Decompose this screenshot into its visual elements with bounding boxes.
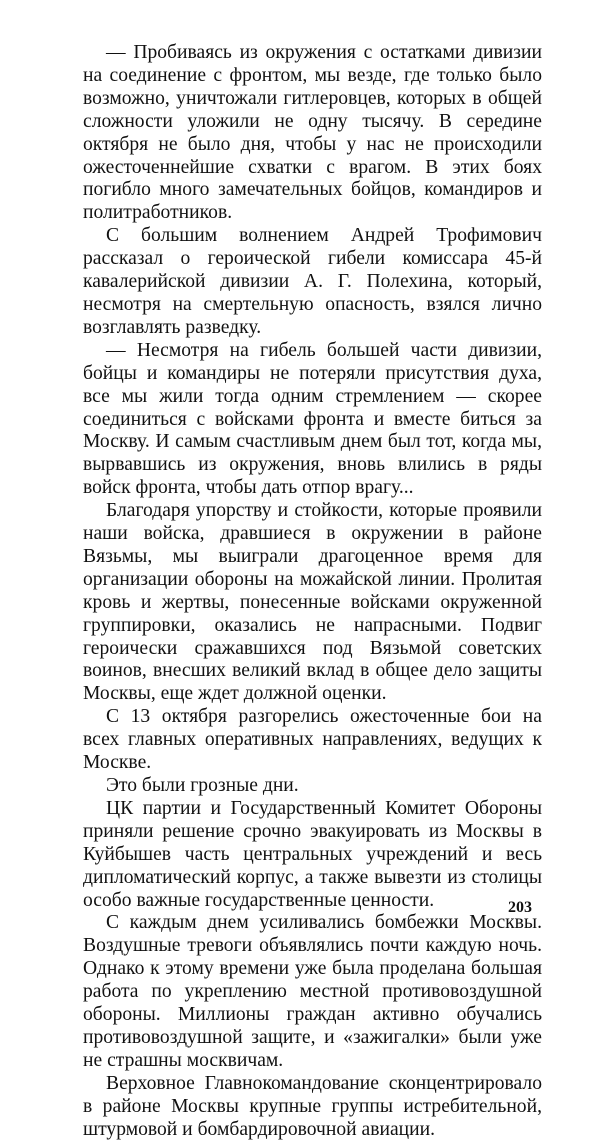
page-number: 203 bbox=[508, 899, 532, 916]
paragraph: С большим волнением Андрей Трофимович рассказал о героической гибели комиссара 45-й кавалерийской дивизии А. Г. Полехина, который, несмотря на смертельную опасность, взялся лично возглавлять разведку. bbox=[83, 225, 542, 338]
paragraph: — Пробиваясь из окружения с остатками дивизии на соединение с фронтом, мы везде, где только было возможно, уничтожали гитлеровцев, которых в общей сложности уложили не одну тысячу. В середине октября не было дня, чтобы у нас не происходили ожесточеннейшие схватки с врагом. В этих боях погибло много замечательных бойцов, командиров и политработников. bbox=[83, 42, 542, 224]
paragraph: — Несмотря на гибель большей части дивизии, бойцы и командиры не потеряли присутствия духа, все мы жили тогда одним стремлением — скорее соединиться с войсками фронта и вместе биться за Москву. И самым счастливым днем был тот, когда мы, вырвавшись из окружения, вновь влились в ряды войск фронта, чтобы дать отпор врагу... bbox=[83, 339, 542, 499]
paragraph: С 13 октября разгорелись ожесточенные бои на всех главных оперативных направлениях, ведущих к Москве. bbox=[83, 706, 542, 774]
paragraph: ЦК партии и Государственный Комитет Обороны приняли решение срочно эвакуировать из Москвы в Куйбышев часть центральных учреждений и весь дипломатический корпус, а также вывезти из столицы особо важные государственные ценности. bbox=[83, 797, 542, 911]
paragraph: С каждым днем усиливались бомбежки Москвы. Воздушные тревоги объявлялись почти каждую ночь. Однако к этому времени уже была проделана большая работа по укреплению местной противовоздушной обороны. Миллионы граждан активно обучались противовоздушной защите, и «зажигалки» были уже не страшны москвичам. bbox=[83, 912, 542, 1071]
paragraph: Это были грозные дни. bbox=[106, 775, 299, 796]
page-body bbox=[83, 42, 542, 1142]
paragraph: Верховное Главнокомандование сконцентрировало в районе Москвы крупные группы истребительной, штурмовой и бомбардировочной авиации. bbox=[83, 1072, 542, 1140]
paragraph: Благодаря упорству и стойкости, которые проявили наши войска, дравшиеся в окружении в районе Вязьмы, мы выиграли драгоценное время для организации обороны на можайской линии. Пролитая кровь и жертвы, понесенные войсками окруженной группировки, оказались не напрасными. Подвиг героически сражавшихся под Вязьмой советских воинов, внесших великий вклад в общее дело защиты Москвы, еще ждет должной оценки. bbox=[83, 500, 542, 705]
